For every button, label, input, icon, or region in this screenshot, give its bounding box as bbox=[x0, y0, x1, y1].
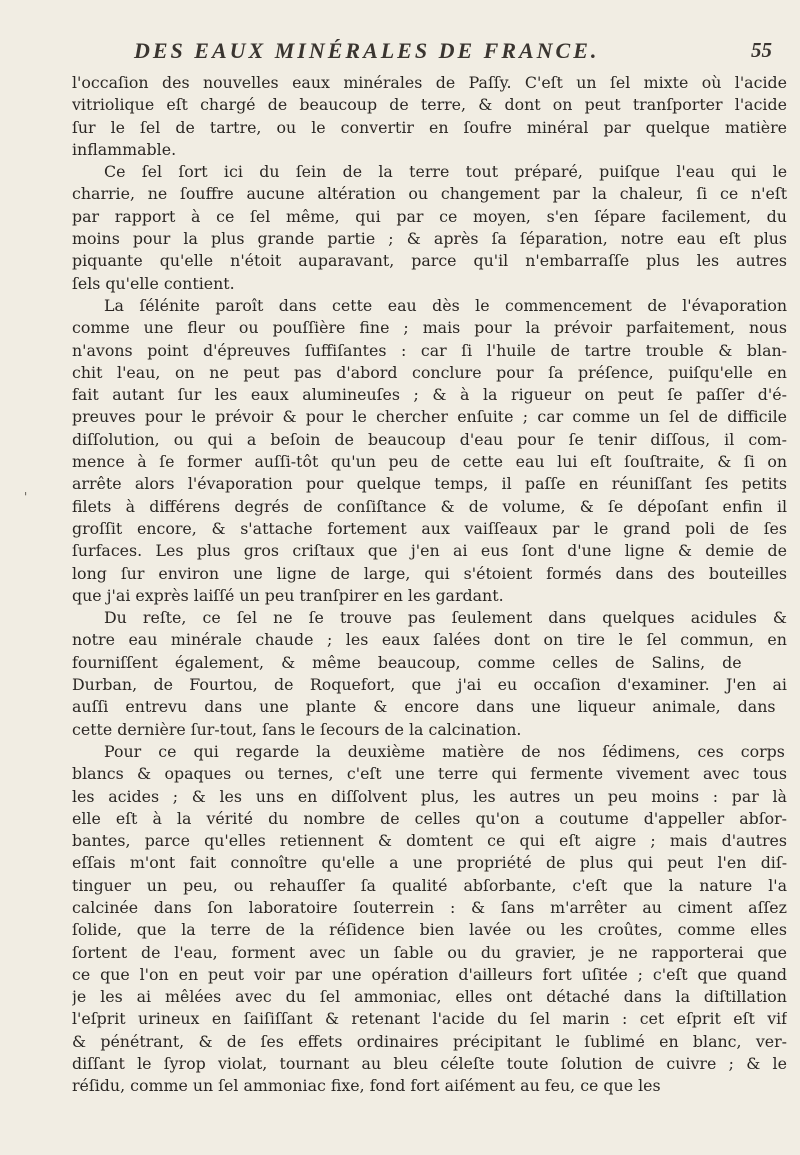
text-line: Pour ce qui regarde la deuxième matière de nos ſédimens, ces corps bbox=[104, 741, 785, 761]
text-line: cette dernière ſur-tout, ſans le ſecours de la calcination. bbox=[72, 719, 522, 739]
text-line: long ſur environ une ligne de large, qui s'étoient formés dans des bouteilles bbox=[72, 563, 787, 583]
text-line: elle eſt à la vérité du nombre de celles qu'on a coutume d'appeller abſor- bbox=[72, 808, 787, 828]
text-line: calcinée dans ſon laboratoire ſouterrein : & ſans m'arrêter au ciment aſſez bbox=[72, 897, 787, 917]
text-line: & pénétrant, & de ſes effets ordinaires précipitant le ſublimé en blanc, ver- bbox=[72, 1031, 787, 1051]
text-line: ſurfaces. Les plus gros criſtaux que j'en ai eus ſont d'une ligne & demie de bbox=[72, 541, 787, 561]
text-line: tinguer un peu, ou rehauſſer ſa qualité abſorbante, c'eſt que la nature l'a bbox=[72, 875, 787, 895]
margin-mark: ' bbox=[24, 490, 28, 504]
text-line: blancs & opaques ou ternes, c'eſt une terre qui fermente vivement avec tous bbox=[72, 764, 787, 784]
text-line: groſſit encore, & s'attache fortement aux vaiſſeaux par le grand poli de ſes bbox=[72, 518, 787, 538]
text-line: eſſais m'ont fait connoître qu'elle a une propriété de plus qui peut l'en diſ- bbox=[72, 853, 787, 873]
text-line: charrie, ne ſouffre aucune altération ou changement par la chaleur, ſi ce n'eſt bbox=[72, 184, 787, 204]
text-line: fourniſſent également, & même beaucoup, comme celles de Salins, de bbox=[72, 652, 742, 672]
text-line: piquante qu'elle n'étoit auparavant, parce qu'il n'embarraſſe plus les autres bbox=[72, 251, 787, 271]
text-line: mence à ſe former auſſi-tôt qu'un peu de cette eau lui eſt ſouſtraite, & ſi on bbox=[72, 452, 787, 472]
text-line: diſſolution, ou qui a beſoin de beaucoup d'eau pour ſe tenir diſſous, il com- bbox=[72, 429, 787, 449]
text-line: vitriolique eſt chargé de beaucoup de terre, & dont on peut tranſporter l'acide bbox=[72, 95, 787, 115]
text-line: l'occaſion des nouvelles eaux minérales de Paſſy. C'eſt un ſel mixte où l'acide bbox=[72, 73, 787, 92]
text-line: filets à différens degrés de conſiſtance & de volume, & ſe dépoſant enfin il bbox=[72, 496, 787, 516]
text-line: Ce ſel ſort ici du ſein de la terre tout préparé, puiſque l'eau qui le bbox=[104, 162, 787, 182]
text-line: je les ai mêlées avec du ſel ammoniac, elles ont détaché dans la diſtillation bbox=[72, 987, 787, 1007]
text-line: ſolide, que la terre de la réſidence bien lavée ou les croûtes, comme elles bbox=[72, 920, 787, 940]
text-line: réſidu, comme un ſel ammoniac fixe, fond fort aiſément au feu, ce que les bbox=[72, 1076, 661, 1096]
text-line: que j'ai exprès laiſſé un peu tranſpirer en les gardant. bbox=[72, 585, 504, 605]
text-line: ſortent de l'eau, forment avec un ſable ou du gravier, je ne rapporterai que bbox=[72, 942, 787, 962]
text-line: inflammable. bbox=[72, 139, 177, 159]
text-line: diſſant le ſyrop violat, tournant au bleu céleſte toute ſolution de cuivre ; & le bbox=[72, 1054, 787, 1074]
page-number: 55 bbox=[751, 38, 772, 62]
text-line: bantes, parce qu'elles retiennent & domtent ce qui eſt aigre ; mais d'autres bbox=[72, 831, 787, 851]
text-line: arrête alors l'évaporation pour quelque temps, il paſſe en réuniſſant ſes petits bbox=[72, 474, 787, 494]
text-line: moins pour la plus grande partie ; & après ſa ſéparation, notre eau eſt plus bbox=[72, 229, 787, 249]
text-line: comme une fleur ou pouſſière fine ; mais pour la prévoir parfaitement, nous bbox=[72, 318, 787, 338]
text-line: notre eau minérale chaude ; les eaux ſalées dont on tire le ſel commun, en bbox=[72, 630, 787, 650]
text-line: l'eſprit urineux en ſaiſiſſant & retenant l'acide du ſel marin : cet eſprit eſt vif bbox=[72, 1009, 787, 1029]
text-line: La ſélénite paroît dans cette eau dès le commencement de l'évaporation bbox=[104, 295, 787, 315]
text-line: Du reſte, ce ſel ne ſe trouve pas ſeulement dans quelques acidules & bbox=[104, 608, 787, 628]
text-line: preuves pour le prévoir & pour le chercher enſuite ; car comme un ſel de difficile bbox=[72, 407, 787, 427]
running-title: DES EAUX MINÉRALES DE FRANCE. bbox=[134, 38, 600, 63]
text-line: les acides ; & les uns en diſſolvent plus, les autres un peu moins : par là bbox=[72, 786, 787, 806]
text-line: ce que l'on en peut voir par une opération d'ailleurs fort uſitée ; c'eſt que quand bbox=[72, 964, 787, 984]
text-line: ſels qu'elle contient. bbox=[72, 273, 235, 293]
page-header bbox=[74, 38, 772, 68]
text-line: n'avons point d'épreuves ſuffiſantes : car ſi l'huile de tartre trouble & blan- bbox=[72, 340, 787, 360]
body-text bbox=[72, 72, 787, 1098]
text-line: auſſi entrevu dans une plante & encore dans une liqueur animale, dans bbox=[72, 697, 776, 717]
text-line: chit l'eau, on ne peut pas d'abord conclure pour ſa préſence, puiſqu'elle en bbox=[72, 362, 787, 382]
text-line: fait autant ſur les eaux alumineuſes ; & à la rigueur on peut ſe paſſer d'é- bbox=[72, 385, 787, 405]
text-line: Durban, de Fourtou, de Roquefort, que j'ai eu occaſion d'examiner. J'en ai bbox=[72, 675, 787, 695]
text-line: ſur le ſel de tartre, ou le convertir en ſoufre minéral par quelque matière bbox=[72, 117, 787, 137]
text-line: par rapport à ce ſel même, qui par ce moyen, s'en ſépare facilement, du bbox=[72, 206, 787, 226]
